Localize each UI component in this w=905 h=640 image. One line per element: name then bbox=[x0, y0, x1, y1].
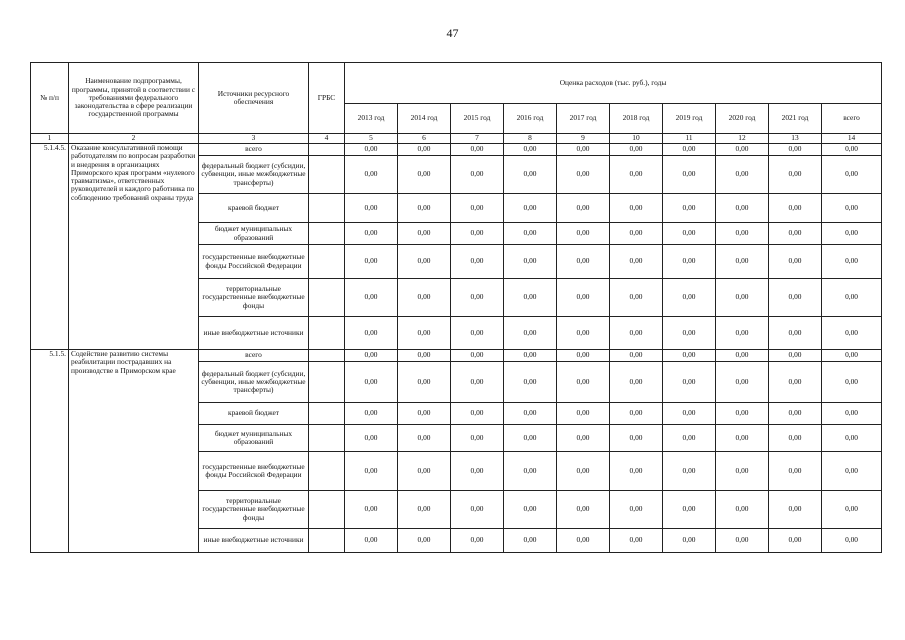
table-row bbox=[31, 350, 882, 362]
year-value: 0,00 bbox=[557, 223, 610, 245]
year-value: 0,00 bbox=[345, 362, 398, 403]
year-value: 0,00 bbox=[716, 317, 769, 350]
year-value: 0,00 bbox=[663, 279, 716, 317]
year-value: 0,00 bbox=[345, 317, 398, 350]
funding-source: бюджет муниципальных образований bbox=[199, 425, 309, 452]
year-value: 0,00 bbox=[610, 491, 663, 529]
year-value: 0,00 bbox=[504, 156, 557, 194]
year-value: 0,00 bbox=[345, 403, 398, 425]
year-value: 0,00 bbox=[769, 156, 822, 194]
funding-source: федеральный бюджет (субсидии, субвенции, иные межбюджетные трансферты) bbox=[199, 156, 309, 194]
year-value: 0,00 bbox=[769, 403, 822, 425]
column-number: 6 bbox=[398, 134, 451, 144]
year-value: 0,00 bbox=[769, 194, 822, 223]
year-value: 0,00 bbox=[663, 452, 716, 491]
year-value: 0,00 bbox=[451, 425, 504, 452]
total-value: 0,00 bbox=[822, 245, 882, 279]
year-value: 0,00 bbox=[398, 223, 451, 245]
year-value: 0,00 bbox=[557, 279, 610, 317]
header-year: 2018 год bbox=[610, 104, 663, 134]
grbs-cell bbox=[309, 317, 345, 350]
year-value: 0,00 bbox=[663, 245, 716, 279]
year-value: 0,00 bbox=[504, 529, 557, 553]
year-value: 0,00 bbox=[451, 452, 504, 491]
year-value: 0,00 bbox=[557, 245, 610, 279]
year-value: 0,00 bbox=[663, 156, 716, 194]
funding-source: территориальные государственные внебюджетные фонды bbox=[199, 491, 309, 529]
header-year: 2021 год bbox=[769, 104, 822, 134]
year-value: 0,00 bbox=[716, 279, 769, 317]
year-value: 0,00 bbox=[398, 452, 451, 491]
total-value: 0,00 bbox=[822, 350, 882, 362]
year-value: 0,00 bbox=[610, 223, 663, 245]
year-value: 0,00 bbox=[398, 403, 451, 425]
grbs-cell bbox=[309, 245, 345, 279]
column-number: 2 bbox=[69, 134, 199, 144]
year-value: 0,00 bbox=[504, 279, 557, 317]
grbs-cell bbox=[309, 350, 345, 362]
program-name: Содействие развитию системы реабилитации пострадавших на производстве в Приморском крае bbox=[69, 350, 199, 553]
funding-source: иные внебюджетные источники bbox=[199, 529, 309, 553]
column-number: 3 bbox=[199, 134, 309, 144]
funding-source: государственные внебюджетные фонды Российской Федерации bbox=[199, 452, 309, 491]
year-value: 0,00 bbox=[557, 317, 610, 350]
table-body bbox=[31, 144, 882, 553]
total-value: 0,00 bbox=[822, 403, 882, 425]
year-value: 0,00 bbox=[345, 223, 398, 245]
year-value: 0,00 bbox=[610, 245, 663, 279]
year-value: 0,00 bbox=[398, 425, 451, 452]
year-value: 0,00 bbox=[504, 403, 557, 425]
header-source: Источники ресурсного обеспечения bbox=[199, 63, 309, 134]
header-estimate: Оценка расходов (тыс. руб.), годы bbox=[345, 63, 882, 104]
year-value: 0,00 bbox=[610, 279, 663, 317]
year-value: 0,00 bbox=[451, 491, 504, 529]
grbs-cell bbox=[309, 144, 345, 156]
year-value: 0,00 bbox=[451, 362, 504, 403]
year-value: 0,00 bbox=[769, 279, 822, 317]
header-year: 2013 год bbox=[345, 104, 398, 134]
year-value: 0,00 bbox=[345, 491, 398, 529]
header-year: 2017 год bbox=[557, 104, 610, 134]
year-value: 0,00 bbox=[451, 245, 504, 279]
year-value: 0,00 bbox=[504, 144, 557, 156]
funding-source: иные внебюджетные источники bbox=[199, 317, 309, 350]
year-value: 0,00 bbox=[769, 223, 822, 245]
year-value: 0,00 bbox=[769, 144, 822, 156]
column-number: 13 bbox=[769, 134, 822, 144]
year-value: 0,00 bbox=[504, 317, 557, 350]
grbs-cell bbox=[309, 156, 345, 194]
year-value: 0,00 bbox=[557, 452, 610, 491]
year-value: 0,00 bbox=[557, 491, 610, 529]
header-grbs: ГРБС bbox=[309, 63, 345, 134]
grbs-cell bbox=[309, 223, 345, 245]
year-value: 0,00 bbox=[504, 491, 557, 529]
year-value: 0,00 bbox=[716, 245, 769, 279]
year-value: 0,00 bbox=[557, 425, 610, 452]
year-value: 0,00 bbox=[663, 403, 716, 425]
grbs-cell bbox=[309, 491, 345, 529]
grbs-cell bbox=[309, 425, 345, 452]
year-value: 0,00 bbox=[504, 223, 557, 245]
year-value: 0,00 bbox=[451, 279, 504, 317]
year-value: 0,00 bbox=[557, 156, 610, 194]
column-number: 14 bbox=[822, 134, 882, 144]
year-value: 0,00 bbox=[345, 144, 398, 156]
year-value: 0,00 bbox=[451, 194, 504, 223]
page-number: 47 bbox=[446, 26, 459, 40]
column-number: 8 bbox=[504, 134, 557, 144]
year-value: 0,00 bbox=[716, 452, 769, 491]
year-value: 0,00 bbox=[398, 529, 451, 553]
year-value: 0,00 bbox=[451, 317, 504, 350]
funding-source: территориальные государственные внебюджетные фонды bbox=[199, 279, 309, 317]
grbs-cell bbox=[309, 529, 345, 553]
header-year: 2014 год bbox=[398, 104, 451, 134]
year-value: 0,00 bbox=[451, 529, 504, 553]
year-value: 0,00 bbox=[610, 362, 663, 403]
grbs-cell bbox=[309, 452, 345, 491]
year-value: 0,00 bbox=[398, 317, 451, 350]
year-value: 0,00 bbox=[769, 350, 822, 362]
total-value: 0,00 bbox=[822, 317, 882, 350]
year-value: 0,00 bbox=[663, 529, 716, 553]
year-value: 0,00 bbox=[769, 245, 822, 279]
funding-source: краевой бюджет bbox=[199, 194, 309, 223]
year-value: 0,00 bbox=[663, 425, 716, 452]
year-value: 0,00 bbox=[504, 452, 557, 491]
column-number: 1 bbox=[31, 134, 69, 144]
year-value: 0,00 bbox=[451, 223, 504, 245]
column-number: 9 bbox=[557, 134, 610, 144]
program-name: Оказание консультативной помощи работодателям по вопросам разработки и внедрения в организациях Приморского края программ «нулевого травматизма», ответственных руководителей и каждого работника по соблюдению требований охраны труда bbox=[69, 144, 199, 350]
year-value: 0,00 bbox=[504, 350, 557, 362]
header-total: всего bbox=[822, 104, 882, 134]
year-value: 0,00 bbox=[610, 350, 663, 362]
year-value: 0,00 bbox=[398, 194, 451, 223]
year-value: 0,00 bbox=[345, 245, 398, 279]
year-value: 0,00 bbox=[451, 156, 504, 194]
year-value: 0,00 bbox=[716, 491, 769, 529]
column-number: 4 bbox=[309, 134, 345, 144]
year-value: 0,00 bbox=[345, 452, 398, 491]
column-number: 10 bbox=[610, 134, 663, 144]
year-value: 0,00 bbox=[451, 144, 504, 156]
year-value: 0,00 bbox=[557, 194, 610, 223]
column-number: 11 bbox=[663, 134, 716, 144]
year-value: 0,00 bbox=[398, 362, 451, 403]
year-value: 0,00 bbox=[716, 362, 769, 403]
column-number: 12 bbox=[716, 134, 769, 144]
year-value: 0,00 bbox=[716, 194, 769, 223]
year-value: 0,00 bbox=[769, 452, 822, 491]
grbs-cell bbox=[309, 362, 345, 403]
year-value: 0,00 bbox=[398, 279, 451, 317]
year-value: 0,00 bbox=[345, 529, 398, 553]
year-value: 0,00 bbox=[557, 144, 610, 156]
row-number: 5.1.5. bbox=[31, 350, 69, 553]
header-year: 2015 год bbox=[451, 104, 504, 134]
year-value: 0,00 bbox=[610, 425, 663, 452]
year-value: 0,00 bbox=[398, 350, 451, 362]
year-value: 0,00 bbox=[610, 156, 663, 194]
year-value: 0,00 bbox=[663, 362, 716, 403]
year-value: 0,00 bbox=[557, 529, 610, 553]
year-value: 0,00 bbox=[716, 156, 769, 194]
year-value: 0,00 bbox=[504, 425, 557, 452]
year-value: 0,00 bbox=[610, 452, 663, 491]
header-num: № п/п bbox=[31, 63, 69, 134]
year-value: 0,00 bbox=[663, 144, 716, 156]
year-value: 0,00 bbox=[769, 529, 822, 553]
year-value: 0,00 bbox=[504, 362, 557, 403]
year-value: 0,00 bbox=[345, 425, 398, 452]
funding-source: федеральный бюджет (субсидии, субвенции, иные межбюджетные трансферты) bbox=[199, 362, 309, 403]
header-year: 2019 год bbox=[663, 104, 716, 134]
year-value: 0,00 bbox=[716, 403, 769, 425]
total-value: 0,00 bbox=[822, 156, 882, 194]
year-value: 0,00 bbox=[398, 156, 451, 194]
year-value: 0,00 bbox=[345, 156, 398, 194]
funding-source: государственные внебюджетные фонды Российской Федерации bbox=[199, 245, 309, 279]
total-value: 0,00 bbox=[822, 491, 882, 529]
year-value: 0,00 bbox=[610, 144, 663, 156]
year-value: 0,00 bbox=[451, 350, 504, 362]
year-value: 0,00 bbox=[398, 245, 451, 279]
year-value: 0,00 bbox=[504, 194, 557, 223]
year-value: 0,00 bbox=[610, 194, 663, 223]
year-value: 0,00 bbox=[663, 350, 716, 362]
year-value: 0,00 bbox=[610, 529, 663, 553]
year-value: 0,00 bbox=[398, 144, 451, 156]
year-value: 0,00 bbox=[716, 144, 769, 156]
total-value: 0,00 bbox=[822, 194, 882, 223]
total-value: 0,00 bbox=[822, 279, 882, 317]
year-value: 0,00 bbox=[557, 403, 610, 425]
total-value: 0,00 bbox=[822, 144, 882, 156]
year-value: 0,00 bbox=[716, 350, 769, 362]
grbs-cell bbox=[309, 403, 345, 425]
year-value: 0,00 bbox=[557, 350, 610, 362]
year-value: 0,00 bbox=[716, 425, 769, 452]
header-name: Наименование подпрограммы, программы, принятой в соответствии с требованиями федерального законодательства в сфере реализации государственной программы bbox=[69, 63, 199, 134]
header-year: 2020 год bbox=[716, 104, 769, 134]
table-row bbox=[31, 144, 882, 156]
funding-source: бюджет муниципальных образований bbox=[199, 223, 309, 245]
year-value: 0,00 bbox=[663, 194, 716, 223]
year-value: 0,00 bbox=[663, 223, 716, 245]
total-value: 0,00 bbox=[822, 362, 882, 403]
funding-source: всего bbox=[199, 144, 309, 156]
year-value: 0,00 bbox=[504, 245, 557, 279]
total-value: 0,00 bbox=[822, 425, 882, 452]
year-value: 0,00 bbox=[769, 317, 822, 350]
year-value: 0,00 bbox=[451, 403, 504, 425]
year-value: 0,00 bbox=[610, 403, 663, 425]
grbs-cell bbox=[309, 279, 345, 317]
year-value: 0,00 bbox=[345, 350, 398, 362]
column-number: 7 bbox=[451, 134, 504, 144]
year-value: 0,00 bbox=[557, 362, 610, 403]
year-value: 0,00 bbox=[398, 491, 451, 529]
total-value: 0,00 bbox=[822, 452, 882, 491]
row-number: 5.1.4.5. bbox=[31, 144, 69, 350]
year-value: 0,00 bbox=[345, 279, 398, 317]
column-number: 5 bbox=[345, 134, 398, 144]
total-value: 0,00 bbox=[822, 529, 882, 553]
year-value: 0,00 bbox=[345, 194, 398, 223]
expenditure-table bbox=[30, 62, 882, 553]
year-value: 0,00 bbox=[716, 223, 769, 245]
year-value: 0,00 bbox=[769, 362, 822, 403]
year-value: 0,00 bbox=[663, 317, 716, 350]
total-value: 0,00 bbox=[822, 223, 882, 245]
grbs-cell bbox=[309, 194, 345, 223]
year-value: 0,00 bbox=[610, 317, 663, 350]
funding-source: всего bbox=[199, 350, 309, 362]
year-value: 0,00 bbox=[716, 529, 769, 553]
year-value: 0,00 bbox=[769, 491, 822, 529]
column-number-row bbox=[31, 134, 882, 144]
year-value: 0,00 bbox=[769, 425, 822, 452]
year-value: 0,00 bbox=[663, 491, 716, 529]
funding-source: краевой бюджет bbox=[199, 403, 309, 425]
header-year: 2016 год bbox=[504, 104, 557, 134]
